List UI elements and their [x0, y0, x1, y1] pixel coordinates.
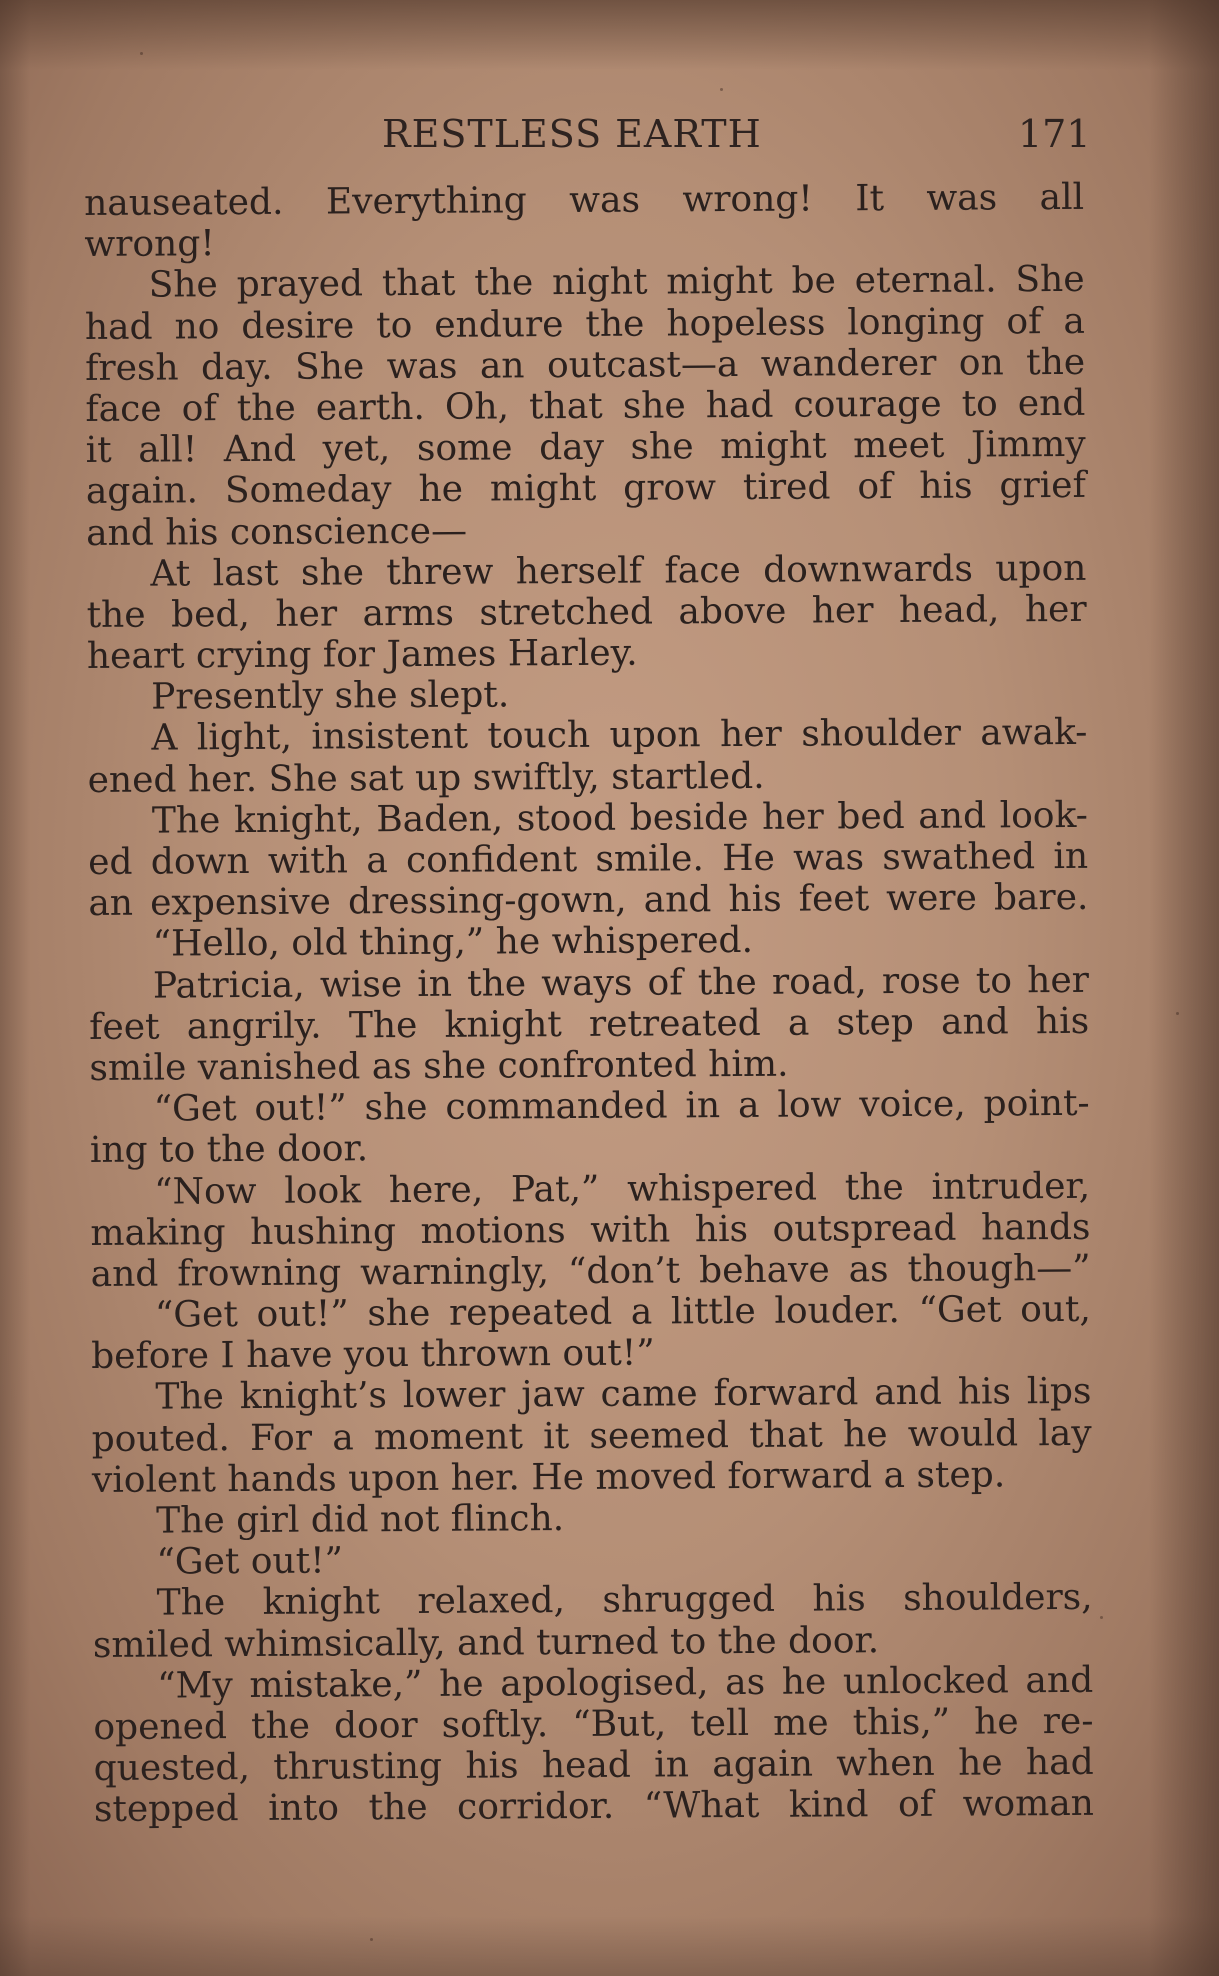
text-line: “Hello, old thing,” he whispered. [152, 920, 754, 965]
text-line: The knight’s lower jaw came forward and his lips [155, 1371, 1092, 1419]
text-line: At last she threw herself face downwards upon [150, 547, 1087, 595]
text-line: ened her. She sat up swiftly, startled. [87, 755, 765, 801]
text-line: Patricia, wise in the ways of the road, rose to her [152, 959, 1090, 1007]
text-line: A light, insistent touch upon her shoulder awak- [151, 712, 1088, 760]
paper-speck [720, 88, 723, 91]
text-line: face of the earth. Oh, that she had courage to end [85, 382, 1086, 430]
text-line: “Get out!” [156, 1540, 344, 1583]
page-shadow-top [0, 0, 1219, 70]
text-line: feet angrily. The knight retreated a step and his [89, 1000, 1090, 1048]
running-title: RESTLESS EARTH [382, 112, 762, 156]
text-line: “Get out!” she repeated a little louder. “Get out, [154, 1288, 1092, 1336]
text-line: and his conscience— [86, 510, 468, 554]
text-line: fresh day. She was an outcast—a wanderer on the [85, 341, 1086, 389]
page-number: 171 [1018, 112, 1091, 156]
page-shadow-right [1149, 0, 1219, 1976]
text-line: before I have you thrown out!” [91, 1332, 655, 1378]
text-line: violent hands upon her. He moved forward a step. [91, 1454, 1006, 1501]
text-line: an expensive dressing-gown, and his feet were bare. [88, 877, 1089, 925]
text-line: it all! And yet, some day she might meet Jimmy [85, 424, 1086, 472]
text-line: heart crying for James Harley. [86, 632, 638, 678]
text-line: smile vanished as she confronted him. [89, 1043, 789, 1089]
running-header [0, 112, 1219, 162]
page-shadow-left [0, 0, 30, 1976]
text-line: The knight, Baden, stood beside her bed and look- [151, 794, 1089, 842]
text-line: ed down with a confident smile. He was swathed in [88, 835, 1089, 883]
text-line: “My mistake,” he apologised, as he unlocked and [157, 1659, 1094, 1707]
text-line: again. Someday he might grow tired of his grief [85, 465, 1086, 513]
text-line: making hushing motions with his outspread hands [90, 1206, 1091, 1254]
text-line: Presently she slept. [151, 674, 510, 718]
text-line: had no desire to endure the hopeless longing of a [84, 300, 1085, 348]
text-line: and frowning warningly, “don’t behave as though—” [90, 1247, 1091, 1295]
paper-speck [140, 52, 143, 55]
body-text [84, 177, 1094, 1831]
text-line: opened the door softly. “But, tell me this,” he re- [93, 1700, 1094, 1748]
text-line: wrong! [84, 223, 215, 266]
text-line: pouted. For a moment it seemed that he would lay [91, 1412, 1092, 1460]
text-line: smiled whimsically, and turned to the door. [92, 1619, 880, 1666]
text-line: “Now look here, Pat,” whispered the intruder, [154, 1165, 1091, 1213]
text-line: The knight relaxed, shrugged his shoulders, [156, 1577, 1093, 1624]
text-line: the bed, her arms stretched above her head, her [86, 588, 1087, 636]
text-line: quested, thrusting his head in again when he had [93, 1741, 1094, 1790]
paper-speck [1176, 1012, 1179, 1015]
text-line: She prayed that the night might be eternal. She [148, 259, 1085, 306]
text-line: stepped into the corridor. “What kind of woman [93, 1783, 1095, 1831]
text-line: ing to the door. [89, 1128, 369, 1172]
paper-speck [370, 1938, 373, 1941]
text-line: “Get out!” she commanded in a low voice, point- [153, 1082, 1090, 1130]
text-line: nauseated. Everything was wrong! It was all [84, 176, 1085, 224]
text-line: The girl did not flinch. [156, 1498, 565, 1542]
paper-speck [1100, 1616, 1103, 1619]
page-shadow-bottom [0, 1916, 1219, 1976]
